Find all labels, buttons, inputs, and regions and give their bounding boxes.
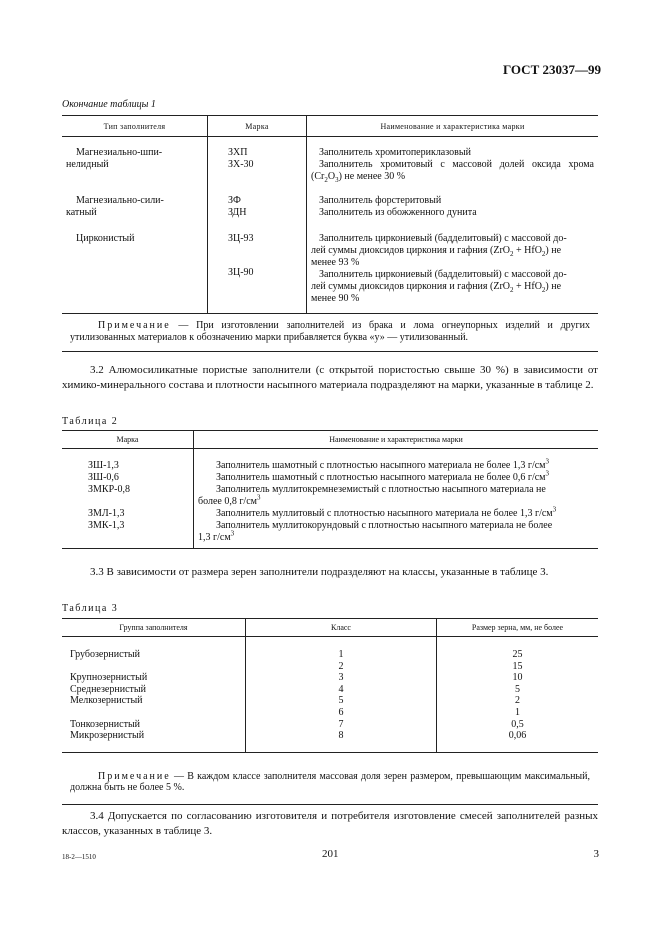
- table3-note: Примечание — В каждом классе заполнителя массовая доля зерен размером, превышающим максимальный, должна быть не более 5 %.: [62, 752, 598, 804]
- mark-cell: ЗФ ЗДН: [208, 185, 307, 221]
- description-cell: Заполнитель форстеритовый Заполнитель из обожженного дунита: [307, 185, 599, 221]
- footer-print-code: 18-2—1510: [62, 853, 96, 861]
- table-2: [62, 430, 598, 549]
- paragraph-3-3: 3.3 В зависимости от размера зерен заполнители подразделяют на классы, указанные в таблице 3.: [90, 566, 549, 578]
- table1-note: Примечание — При изготовлении заполнителей из брака и лома огнеупорных изделий и других утилизованных материалов к обозначению марки прибавляется буква «у» — утилизованный.: [62, 314, 598, 352]
- table-note-row: [62, 752, 598, 804]
- filler-type-cell: Магнезиально-сили- катный: [66, 195, 164, 218]
- footer-section-number: 3: [593, 848, 599, 860]
- size-column: 25 15 10 5 2 1 0,5 0,06: [437, 637, 599, 753]
- document-standard-number: ГОСТ 23037—99: [502, 62, 601, 77]
- class-column: 1 2 3 4 5 6 7 8: [246, 637, 437, 753]
- table-header-row: [62, 431, 598, 449]
- footer-page-number: 201: [322, 848, 339, 860]
- table-1: [62, 115, 598, 352]
- paragraph-3-2: 3.2 Алюмосиликатные пористые заполнители (с открытой пористостью свыше 30 %) в зависимости от химико-минерального состава и плотности насыпного материала подразделяют на марки, указанные в таблице 2.: [62, 364, 598, 391]
- table3-caption: Таблица 3: [62, 603, 119, 614]
- table-row: [62, 137, 598, 186]
- paragraph-3-4: 3.4 Допускается по согласованию изготовителя и потребителя изготовление смесей заполнителей разных классов, указанных в таблице 3.: [62, 810, 598, 837]
- column-header: Наименование и характеристика марки: [307, 116, 599, 137]
- mark-cell: ЗЦ-93 ЗЦ-90: [208, 221, 307, 314]
- column-header: Наименование и характеристика марки: [194, 431, 599, 449]
- column-header: Класс: [246, 619, 437, 637]
- table-3: [62, 618, 598, 805]
- description-cell: Заполнитель хромитопериклазовый Заполнитель хромитовый с массовой долей оксида хрома $(Cr_2O_3)$ не менее 30 %: [307, 137, 599, 186]
- table-row: [62, 449, 598, 549]
- table-row: [62, 221, 598, 314]
- group-column: Грубозернистый Крупнозернистый Среднезернистый Мелкозернистый Тонкозернистый Микрозернистый: [70, 649, 148, 742]
- filler-type-cell: Цирконистый: [76, 233, 135, 244]
- description-cell: Заполнитель циркониевый (бадделитовый) с массовой до- лей суммы диоксидов циркония и гафния (ZrO$_2$ + HfO$_2$) не менее 93 % Заполнитель циркониевый (бадделитовый) с массовой до- лей суммы диоксидов циркония и гафния (ZrO$_2$ + HfO$_2$) не менее 90 %: [307, 221, 599, 314]
- mark-column: ЗШ-1,3 ЗШ-0,6 ЗМКР-0,8 ЗМЛ-1,3 ЗМК-1,3: [62, 449, 194, 549]
- table-row: [62, 185, 598, 221]
- column-header: Группа заполнителя: [62, 619, 246, 637]
- table1-caption: Окончание таблицы 1: [62, 99, 156, 110]
- description-column: Заполнитель шамотный с плотностью насыпного материала не более 1,3 $г/см^3$ Заполнитель шамотный с плотностью насыпного материала не более 0,6 $г/см^3$ Заполнитель муллитокремнеземистый с плотностью насыпного материала не более 0,8 $г/см^3$ Заполнитель муллитовый с плотностью насыпного материала не более 1,3 $г/см^3$ Заполнитель муллитокорундовый с плотностью насыпного материала не более 1,3 $г/см^3$: [194, 449, 599, 549]
- column-header: Марка: [62, 431, 194, 449]
- table-note-row: [62, 314, 598, 352]
- filler-type-cell: Магнезиально-шпи- нелидный: [66, 147, 163, 170]
- column-header: Размер зерна, мм, не более: [437, 619, 599, 637]
- table-header-row: [62, 619, 598, 637]
- table2-caption: Таблица 2: [62, 416, 119, 427]
- column-header: Тип заполнителя: [62, 116, 208, 137]
- mark-cell: ЗХП ЗХ-30: [208, 137, 307, 186]
- table-header-row: [62, 116, 598, 137]
- column-header: Марка: [208, 116, 307, 137]
- table-body: [62, 637, 598, 753]
